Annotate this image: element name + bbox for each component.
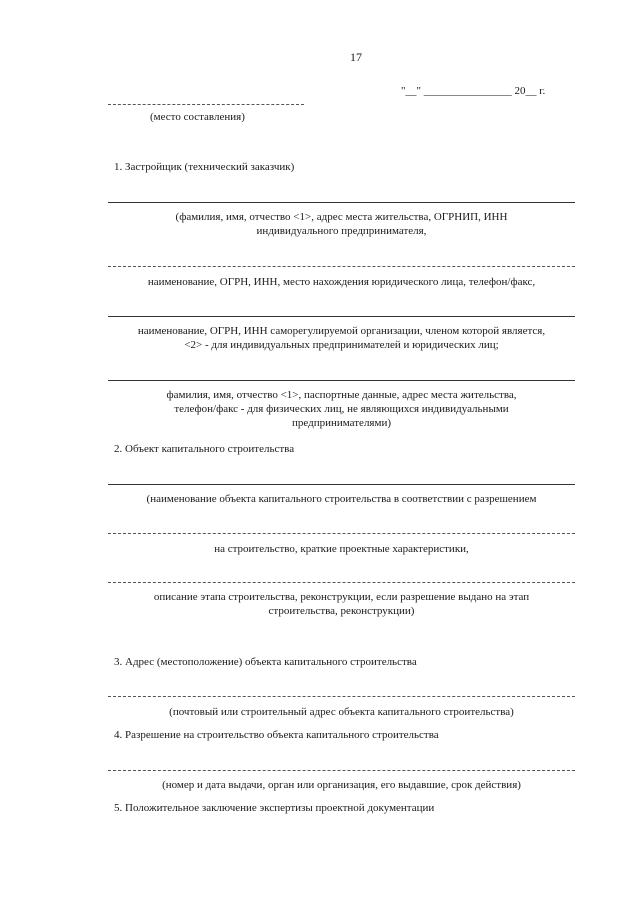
section2-fill-line-c xyxy=(108,582,575,583)
date-quote-open: " xyxy=(401,85,406,97)
section1-fill-line-a xyxy=(108,202,575,203)
section3-heading: 3. Адрес (местоположение) объекта капитального строительства xyxy=(114,656,417,668)
section2-caption-c-line1: описание этапа строительства, реконструкции, если разрешение выдано на этап xyxy=(153,591,530,603)
date-year-suffix: г. xyxy=(539,85,546,97)
section2-fill-line-b xyxy=(108,533,575,534)
section1-caption-a-line2: индивидуального предпринимателя, xyxy=(256,225,427,237)
section1-caption-d-line1: фамилия, имя, отчество <1>, паспортные данные, адрес места жительства, xyxy=(166,389,517,401)
section3-caption: (почтовый или строительный адрес объекта капитального строительства) xyxy=(169,706,514,718)
place-fill-line xyxy=(108,104,304,105)
place-caption: (место составления) xyxy=(150,111,245,123)
section1-caption-c-line1: наименование, ОГРН, ИНН саморегулируемой организации, членом которой является, xyxy=(137,325,546,337)
section2-caption-b: на строительство, краткие проектные характеристики, xyxy=(214,543,469,555)
date-quote-close: " xyxy=(416,85,421,97)
section1-caption-b: наименование, ОГРН, ИНН, место нахождения юридического лица, телефон/факс, xyxy=(147,276,536,288)
section1-caption-d-line2: телефон/факс - для физических лиц, не являющихся индивидуальными xyxy=(174,403,509,415)
date-day-blank: __ xyxy=(405,85,417,97)
page-number: 17 xyxy=(350,50,362,64)
date-month-blank: ________________ xyxy=(423,85,512,97)
date-year-blank: __ xyxy=(525,85,537,97)
section5-heading: 5. Положительное заключение экспертизы проектной документации xyxy=(114,802,435,814)
section2-caption-c-line2: строительства, реконструкции) xyxy=(268,605,415,617)
section1-fill-line-b xyxy=(108,266,575,267)
section2-caption-a: (наименование объекта капитального строительства в соответствии с разрешением xyxy=(146,493,537,505)
section4-caption: (номер и дата выдачи, орган или организация, его выдавшие, срок действия) xyxy=(162,779,521,791)
section1-fill-line-d xyxy=(108,380,575,381)
section2-fill-line-a xyxy=(108,484,575,485)
section1-heading: 1. Застройщик (технический заказчик) xyxy=(114,161,295,173)
section1-caption-a-line1: (фамилия, имя, отчество <1>, адрес места жительства, ОГРНИП, ИНН xyxy=(175,211,508,223)
section4-heading: 4. Разрешение на строительство объекта капитального строительства xyxy=(114,729,439,741)
section1-caption-d-line3: предпринимателями) xyxy=(292,417,391,429)
section2-heading: 2. Объект капитального строительства xyxy=(114,443,295,455)
section4-fill-line xyxy=(108,770,575,771)
section3-fill-line xyxy=(108,696,575,697)
date-line xyxy=(401,84,545,98)
date-year-prefix: 20 xyxy=(514,85,526,97)
section1-fill-line-c xyxy=(108,316,575,317)
section1-caption-c-line2: <2> - для индивидуальных предпринимателей и юридических лиц; xyxy=(184,339,499,351)
